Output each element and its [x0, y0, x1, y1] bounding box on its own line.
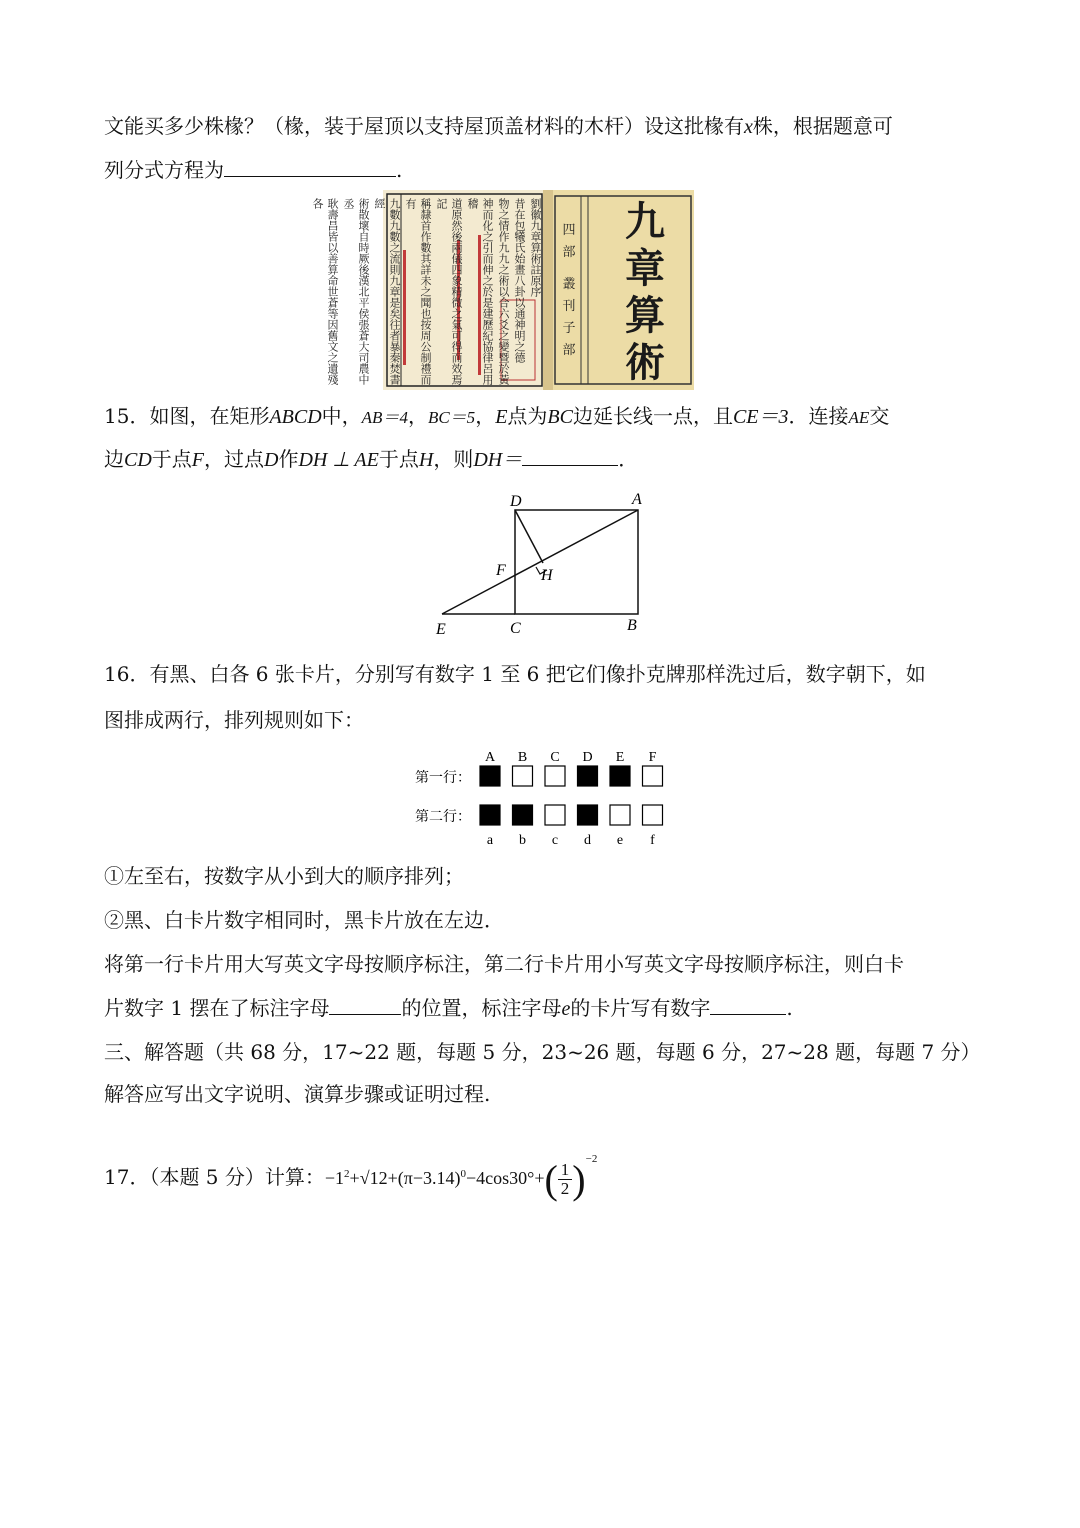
q17-fraction [558, 1161, 573, 1198]
series-char: 叢 [562, 277, 576, 292]
q15-text: ，则 [433, 447, 474, 471]
segment-ae [442, 510, 638, 614]
cover-title-char: 術 [625, 339, 665, 386]
q15-text: 边 [104, 447, 124, 471]
q15-text: ． [618, 447, 639, 471]
card-letter-lower: b [519, 833, 526, 848]
book-page-text [311, 198, 543, 386]
q17-exponent: 0 [460, 1168, 466, 1180]
label-e: E [436, 621, 446, 638]
fraction-numerator: 1 [558, 1161, 573, 1180]
q15-text: 边延长线一点，且 [572, 404, 733, 428]
card-letter-lower: d [584, 833, 591, 848]
q17-exponent: −2 [585, 1153, 598, 1165]
q17-term: +√12+ [349, 1168, 398, 1188]
var-x: x [744, 116, 753, 138]
card-row1-white [643, 766, 663, 786]
q17-line [104, 1142, 598, 1202]
q15-text: 作 [278, 447, 299, 471]
q16-text: 的卡片写有数字 [570, 996, 711, 1020]
q17-term: −4cos30°+ [465, 1168, 545, 1188]
card-letter-upper: F [648, 750, 657, 765]
cover-title-char: 章 [625, 245, 665, 292]
q15-text: 中， [321, 404, 362, 428]
card-row2-white [610, 805, 630, 825]
q15-text: 于点 [378, 447, 419, 471]
card-row2-black [513, 805, 533, 825]
q15-math: CD [124, 449, 152, 471]
card-row2-white [545, 805, 565, 825]
book-column: 劉徽九章算術註原序 [529, 198, 542, 297]
section3-heading: 三、解答题（共 68 分，17~22 题，每题 5 分，23~26 题，每题 6 分，27~28 题，每题 7 分） [104, 1040, 981, 1064]
book-cover-title [605, 198, 685, 386]
q15-math: H [418, 449, 434, 471]
rectangle-abcd [515, 510, 638, 614]
q15-text: ．连接 [788, 404, 849, 428]
q15-math: CE＝3 [732, 406, 789, 428]
card-letter-upper: E [615, 750, 625, 765]
q17-term: −1 [324, 1168, 345, 1188]
answer-blank[interactable] [522, 445, 618, 466]
intro-line-1 [104, 112, 893, 141]
card-letter-lower: f [650, 833, 655, 848]
label-d: D [510, 493, 522, 510]
q17-term: (π−3.14) [397, 1168, 461, 1188]
intro-text: 文能买多少株椽？（椽，装于屋顶以支持屋顶盖材料的木杆）设这批椽有 [104, 114, 744, 138]
series-char: 部 [562, 245, 576, 260]
rectangle-figure [430, 488, 650, 638]
section3-instructions: 解答应写出文字说明、演算步骤或证明过程. [104, 1082, 491, 1106]
q15-line-1 [104, 402, 889, 432]
q15-text: 点为 [507, 404, 548, 428]
q15-math: AE [848, 408, 870, 427]
book-spine [543, 190, 553, 390]
row-2-label: 第二行： [415, 809, 471, 825]
cover-title-char: 算 [625, 292, 665, 339]
card-letter-lower: e [616, 833, 624, 848]
card-letter-upper: D [582, 750, 593, 765]
book-column: 稱隸首作數其詳未之聞也按周公制禮而有 [404, 198, 432, 385]
book-column: 神而化之引而伸之於是建歷紀協律呂用稽 [466, 198, 494, 385]
q15-math: E [495, 406, 508, 428]
q15-text: 15．如图，在矩形 [104, 404, 270, 428]
intro-text: 株，根据题意可 [752, 114, 893, 138]
book-series-label [559, 220, 579, 362]
cards-figure [405, 745, 685, 850]
q17-text: 17．（本题 5 分）计算： [104, 1165, 325, 1189]
q15-math: BC＝5 [427, 408, 476, 427]
q17-paren: ) [572, 1156, 586, 1202]
book-column: 九數九數之流則九章是矣往者暴秦焚書經 [373, 198, 401, 385]
q15-math: BC [547, 406, 573, 428]
card-row1-black [610, 766, 630, 786]
card-letter-upper: C [550, 750, 560, 765]
book-column: 物之情作九九之術以合六爻之變暨於黃 [497, 198, 510, 385]
answer-blank[interactable] [224, 156, 396, 177]
q16-rule-1: ①左至右，按数字从小到大的顺序排列； [104, 864, 464, 888]
q15-math: F [191, 449, 205, 471]
card-letter-upper: B [517, 750, 528, 765]
intro-line-2 [104, 156, 402, 184]
q15-math: DH＝ [473, 449, 523, 471]
card-letter-upper: A [484, 750, 496, 765]
card-row2-black [480, 805, 500, 825]
fraction-denominator: 2 [560, 1179, 570, 1199]
q15-math: DH ⊥ AE [298, 449, 379, 471]
q16-line-6 [104, 994, 793, 1023]
card-letter-lower: a [486, 833, 494, 848]
q15-text: 交 [869, 404, 890, 428]
q16-rule-2: ②黑、白卡片数字相同时，黑卡片放在左边． [104, 908, 504, 932]
q15-text: ， [407, 404, 428, 428]
q15-text: 于点 [151, 447, 192, 471]
label-b: B [627, 617, 637, 634]
q17-exponent: 2 [344, 1168, 350, 1180]
q15-line-2 [104, 445, 638, 474]
series-char: 部 [562, 343, 576, 358]
q15-math: ABCD [269, 406, 322, 428]
q15-math: AB＝4 [361, 408, 408, 427]
q17-paren: ( [544, 1156, 558, 1202]
q17-expression [324, 1153, 598, 1202]
series-char: 四 [562, 223, 576, 238]
q15-text: ， [475, 404, 496, 428]
intro-text: 列分式方程为 [104, 158, 224, 182]
q15-text: ，过点 [204, 447, 265, 471]
q16-text: 的位置，标注字母 [401, 996, 562, 1020]
q16-line-1: 16．有黑、白各 6 张卡片，分别写有数字 1 至 6 把它们像扑克牌那样洗过后，数字朝下，如 [104, 662, 926, 686]
label-f: F [496, 562, 506, 579]
label-h: H [541, 567, 553, 584]
segment-dh [515, 510, 543, 563]
row-1-label: 第一行： [415, 770, 471, 786]
q16-text: . [786, 996, 793, 1020]
card-row1-white [513, 766, 533, 786]
var-e: e [561, 998, 571, 1020]
card-row1-white [545, 766, 565, 786]
q16-text: 片数字 1 摆在了标注字母 [104, 996, 330, 1020]
series-char: 子 [562, 321, 576, 336]
nine-chapters-book-image [311, 190, 694, 390]
book-column: 術散壞自時厥後漢北平侯張蒼大司農中丞 [342, 198, 370, 385]
series-char: 刊 [562, 299, 576, 314]
card-row1-black [578, 766, 598, 786]
q16-line-2: 图排成两行，排列规则如下： [104, 708, 364, 732]
label-a: A [632, 491, 642, 508]
card-row1-black [480, 766, 500, 786]
label-c: C [510, 620, 521, 637]
book-column: 耿壽昌皆以善算命世蒼等因舊文之遺殘各 [311, 198, 339, 385]
book-column: 道原然後兩儀四象精微之氣可得而效焉記 [435, 198, 463, 385]
book-column: 昔在包犧氏始畫八卦以通神明之德 [513, 198, 526, 363]
card-letter-lower: c [551, 833, 559, 848]
q16-line-5: 将第一行卡片用大写英文字母按顺序标注，第二行卡片用小写英文字母按顺序标注，则白卡 [104, 952, 904, 976]
card-row2-white [643, 805, 663, 825]
q15-math: D [264, 449, 279, 471]
answer-blank-number[interactable] [710, 994, 786, 1015]
intro-text: . [396, 158, 403, 182]
cover-title-char: 九 [625, 198, 665, 245]
answer-blank-letter[interactable] [329, 994, 401, 1015]
card-row2-black [578, 805, 598, 825]
